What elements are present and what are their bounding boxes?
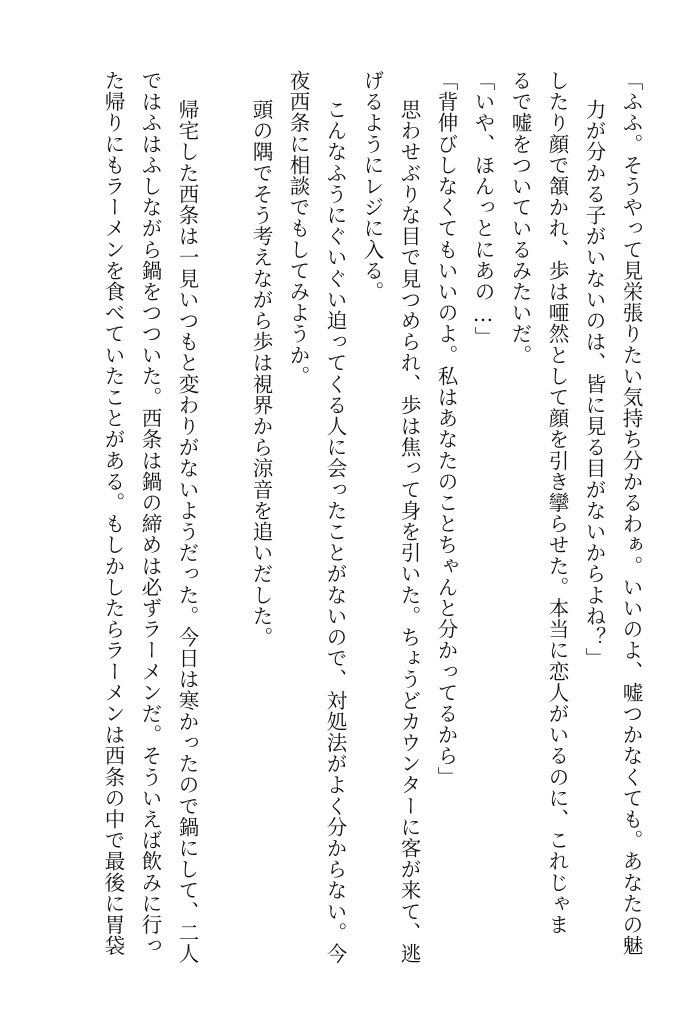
text-line-2: 力が分かる子がいないのは、皆に見る目がないからよね？」 [582,99,606,669]
text-line-6: 「背伸びしなくてもいいのよ。私はあなたのことちゃんと分かってるから」 [434,70,458,788]
text-line-8: げるようにレジに入る。 [360,70,384,303]
text-line-10: 夜西条に相談でもしてみようか。 [286,70,310,387]
text-line-7: 思わせぶりな目で見つめられ、歩は焦って身を引いた。ちょうどカウンターに客が来て、逃 [397,99,421,965]
text-line-11: 頭の隅でそう考えながら歩は視界から涼音を追いだした。 [249,99,273,648]
text-line-5: 「いや、ほんっとにあの…」 [471,70,495,348]
text-line-4: るで嘘をついているみたいだ。 [508,70,532,366]
text-line-3: したり顔で頷かれ、歩は唖然として顔を引き攣らせた。本当に恋人がいるのに、これじゃま [545,70,569,936]
text-line-14: た帰りにもラーメンを食べていたことがある。もしかしたらラーメンは西条の中で最後に胃袋 [101,70,125,957]
text-line-9: こんなふうにぐいぐい迫ってくる人に会ったことがないので、対処法がよく分からない。今 [323,99,347,965]
text-line-1: 「ふふ。そうやって見栄張りたい気持ち分かるわぁ。いいのよ、嘘つかなくても。あなたの魅 [619,70,643,957]
text-line-13: ではふはふしながら鍋をつついた。西条は鍋の締めは必ずラーメンだ。そういえば飲みに行っ [138,70,162,957]
text-line-12: 帰宅した西条は一見いつもと変わりがないようだった。今日は寒かったので鍋にして、二人 [175,99,199,965]
